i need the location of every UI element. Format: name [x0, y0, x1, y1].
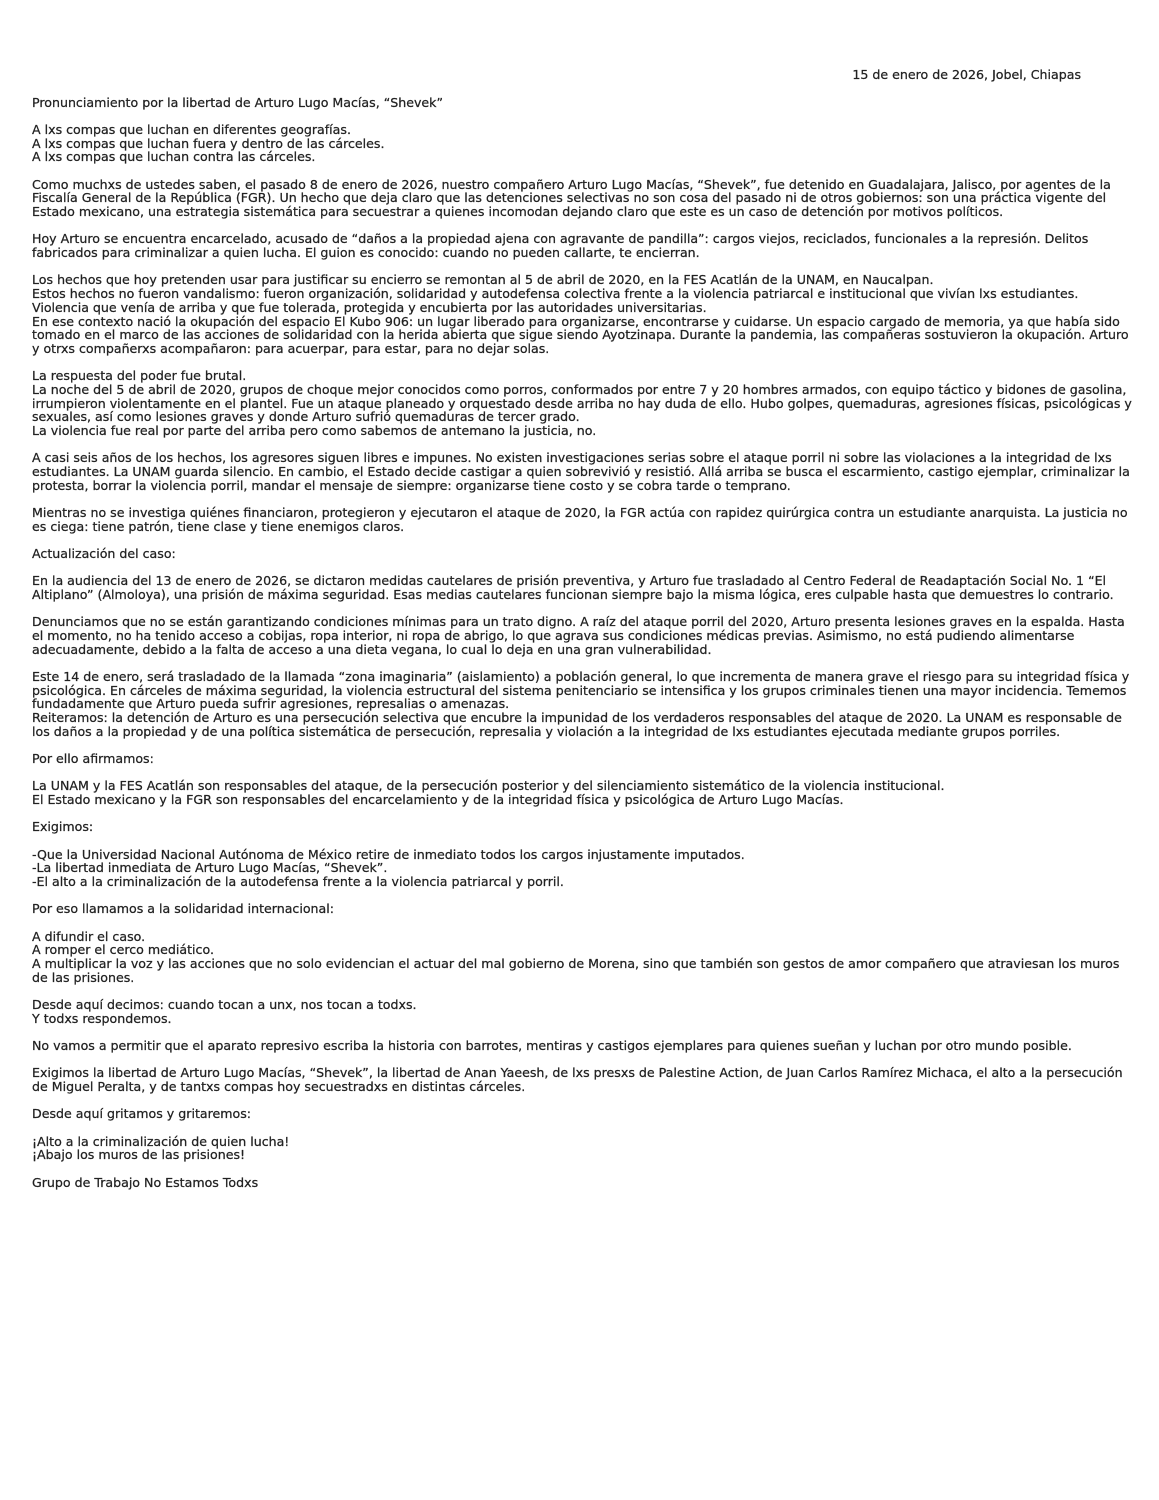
paragraph-transfer: [32, 670, 1132, 739]
touch-line: Y todxs respondemos.: [32, 1010, 172, 1026]
paragraph-conditions: Denunciamos que no se están garantizando condiciones mínimas para un trato digno. A raíz del ataque porril del 2020, Arturo presenta lesiones graves en la espalda. Hasta el momento, no ha tenido acceso a cobijas, ropa interior, ni ropa de abrigo, lo que agrava sus condiciones médicas previas. Asimismo, no está pudiendo alimentarse adecuadamente, debido a la falta de acceso a una dieta vegana, lo cual lo deja en una gran vulnerabilidad.: [32, 614, 1125, 657]
touch-block: [32, 998, 1132, 1025]
solidarity-list: [32, 930, 1132, 985]
solidarity-item: A romper el cerco mediático.: [32, 942, 214, 958]
facts-line: Los hechos que hoy pretenden usar para justificar su encierro se remontan al 5 de abril de 2020, en la FES Acatlán de la UNAM, en Naucalpan.: [32, 272, 934, 288]
document-title: Pronunciamiento por la libertad de Arturo Lugo Macías, “Shevek”: [32, 94, 443, 110]
demand-item: -Que la Universidad Nacional Autónoma de México retire de inmediato todos los cargos injustamente imputados.: [32, 846, 745, 862]
paragraph-attack: [32, 369, 1132, 438]
shout-line: ¡Alto a la criminalización de quien lucha!: [32, 1133, 290, 1149]
demand-item: -La libertad inmediata de Arturo Lugo Macías, “Shevek”.: [32, 860, 388, 876]
paragraph-facts: [32, 273, 1132, 355]
shouts-block: [32, 1135, 1132, 1162]
shout-line: ¡Abajo los muros de las prisiones!: [32, 1147, 246, 1163]
affirmation-line: La UNAM y la FES Acatlán son responsables del ataque, de la persecución posterior y del silenciamiento sistemático de la violencia institucional.: [32, 778, 945, 794]
update-heading: Actualización del caso:: [32, 546, 176, 562]
affirmation-line: El Estado mexicano y la FGR son responsables del encarcelamiento y de la integridad física y psicológica de Arturo Lugo Macías.: [32, 792, 844, 808]
paragraph-charges: Hoy Arturo se encuentra encarcelado, acusado de “daños a la propiedad ajena con agravante de pandilla”: cargos viejos, reciclados, funcionales a la represión. Delitos fabricados para criminalizar a quien lucha. El guion es conocido: cuando no pueden callarte, te encierran.: [32, 231, 1089, 261]
greeting-line: A lxs compas que luchan en diferentes geografías.: [32, 122, 351, 137]
greeting-block: [32, 123, 1132, 164]
demand-item: -El alto a la criminalización de la autodefensa frente a la violencia patriarcal y porril.: [32, 874, 564, 890]
paragraph-final-demand: Exigimos la libertad de Arturo Lugo Macías, “Shevek”, la libertad de Anan Yaeesh, de lxs presxs de Palestine Action, de Juan Carlos Ramírez Michaca, el alto a la persecución de Miguel Peralta, y de tantxs compas hoy secuestradxs en distintas cárceles.: [32, 1065, 1123, 1095]
attack-line: La respuesta del poder fue brutal.: [32, 368, 247, 384]
attack-line: La violencia fue real por parte del arriba pero como sabemos de antemano la justicia, no.: [32, 423, 597, 439]
touch-line: Desde aquí decimos: cuando tocan a unx, nos tocan a todxs.: [32, 997, 417, 1013]
facts-line: Estos hechos no fueron vandalismo: fueron organización, solidaridad y autodefensa colectiva frente a la violencia patriarcal e institucional que vivían lxs estudiantes. Violencia que venía de arriba y que fue tolerada, protegida y encubierta por las autoridades universitarias.: [32, 286, 1079, 315]
affirmations-block: [32, 779, 1132, 806]
document-page: [32, 68, 1132, 1189]
paragraph-justice: Mientras no se investiga quiénes financiaron, protegieron y ejecutaron el ataque de 2020, la FGR actúa con rapidez quirúrgica contra un estudiante anarquista. La justicia no es ciega: tiene patrón, tiene clase y tiene enemigos claros.: [32, 505, 1128, 534]
shout-heading: Desde aquí gritamos y gritaremos:: [32, 1106, 252, 1122]
facts-line: En ese contexto nació la okupación del espacio El Kubo 906: un lugar liberado para organizarse, encontrarse y cuidarse. Un espacio cargado de memoria, ya que había sido tomado en el marco de las acciones de solidaridad con la herida abierta que sigue siendo Ayotzinapa. Durante la pandemia, las compañeras sostuvieron la okupación. Arturo y otrxs compañerxs acompañaron: para acuerpar, para estar, para no dejar solas.: [32, 313, 1129, 356]
affirm-heading: Por ello afirmamos:: [32, 751, 154, 767]
solidarity-heading: Por eso llamamos a la solidaridad internacional:: [32, 901, 334, 917]
attack-line: La noche del 5 de abril de 2020, grupos de choque mejor conocidos como porros, conformados por entre 7 y 20 hombres armados, con equipo táctico y bidones de gasolina, irrumpieron violentamente en el plantel. Fue un ataque planeado y orquestado desde arriba no hay duda de ello. Hubo golpes, quemaduras, agresiones físicas, psicológicas y sexuales, así como lesiones graves y donde Arturo sufrió quemaduras de tercer grado.: [32, 381, 1132, 425]
transfer-line: Reiteramos: la detención de Arturo es una persecución selectiva que encubre la impunidad de los verdaderos responsables del ataque de 2020. La UNAM es responsable de los daños a la propiedad y de una política sistemática de persecución, represalia y violación a la integridad de lxs estudiantes ejecutada mediante grupos porriles.: [32, 710, 1122, 739]
paragraph-detention: Como muchxs de ustedes saben, el pasado 8 de enero de 2026, nuestro compañero Arturo Lugo Macías, “Shevek”, fue detenido en Guadalajara, Jalisco, por agentes de la Fiscalía General de la República (FGR). Un hecho que deja claro que las detenciones selectivas no son cosa del pasado ni de otros gobiernos: son una práctica vigente del Estado mexicano, una estrategia sistemática para secuestrar a quienes incomodan dejando claro que este es un caso de detención por motivos políticos.: [32, 176, 1111, 220]
greeting-line: A lxs compas que luchan contra las cárceles.: [32, 149, 316, 165]
demands-list: [32, 848, 1132, 889]
solidarity-item: A multiplicar la voz y las acciones que no solo evidencian el actuar del mal gobierno de Morena, sino que también son gestos de amor compañero que atraviesan los muros de las prisiones.: [32, 956, 1120, 985]
demand-heading: Exigimos:: [32, 819, 94, 835]
signature: Grupo de Trabajo No Estamos Todxs: [32, 1174, 259, 1190]
paragraph-hearing: En la audiencia del 13 de enero de 2026, se dictaron medidas cautelares de prisión preventiva, y Arturo fue trasladado al Centro Federal de Readaptación Social No. 1 “El Altiplano” (Almoloya), una prisión de máxima seguridad. Esas medias cautelares funcionan siempre bajo la misma lógica, eres culpable hasta que demuestres lo contrario.: [32, 573, 1114, 603]
greeting-line: A lxs compas que luchan fuera y dentro de las cárceles.: [32, 135, 385, 151]
paragraph-history: No vamos a permitir que el aparato represivo escriba la historia con barrotes, mentiras y castigos ejemplares para quienes sueñan y luchan por otro mundo posible.: [32, 1038, 1072, 1054]
solidarity-item: A difundir el caso.: [32, 928, 146, 944]
dateline: 15 de enero de 2026, Jobel, Chiapas: [852, 67, 1081, 82]
paragraph-impunity: A casi seis años de los hechos, los agresores siguen libres e impunes. No existen investigaciones serias sobre el ataque porril ni sobre las violaciones a la integridad de lxs estudiantes. La UNAM guarda silencio. En cambio, el Estado decide castigar a quien sobrevivió y resistió. Allá arriba se busca el escarmiento, castigo ejemplar, criminalizar la protesta, borrar la violencia porril, mandar el mensaje de siempre: organizarse tiene costo y se cobra tarde o temprano.: [32, 450, 1130, 493]
transfer-line: Este 14 de enero, será trasladado de la llamada “zona imaginaria” (aislamiento) a población general, lo que incrementa de manera grave el riesgo para su integridad física y psicológica. En cárceles de máxima seguridad, la violencia estructural del sistema penitenciario se intensifica y los grupos criminales tienen una mayor incidencia. Tememos fundadamente que Arturo pueda sufrir agresiones, represalias o amenazas.: [32, 669, 1130, 712]
